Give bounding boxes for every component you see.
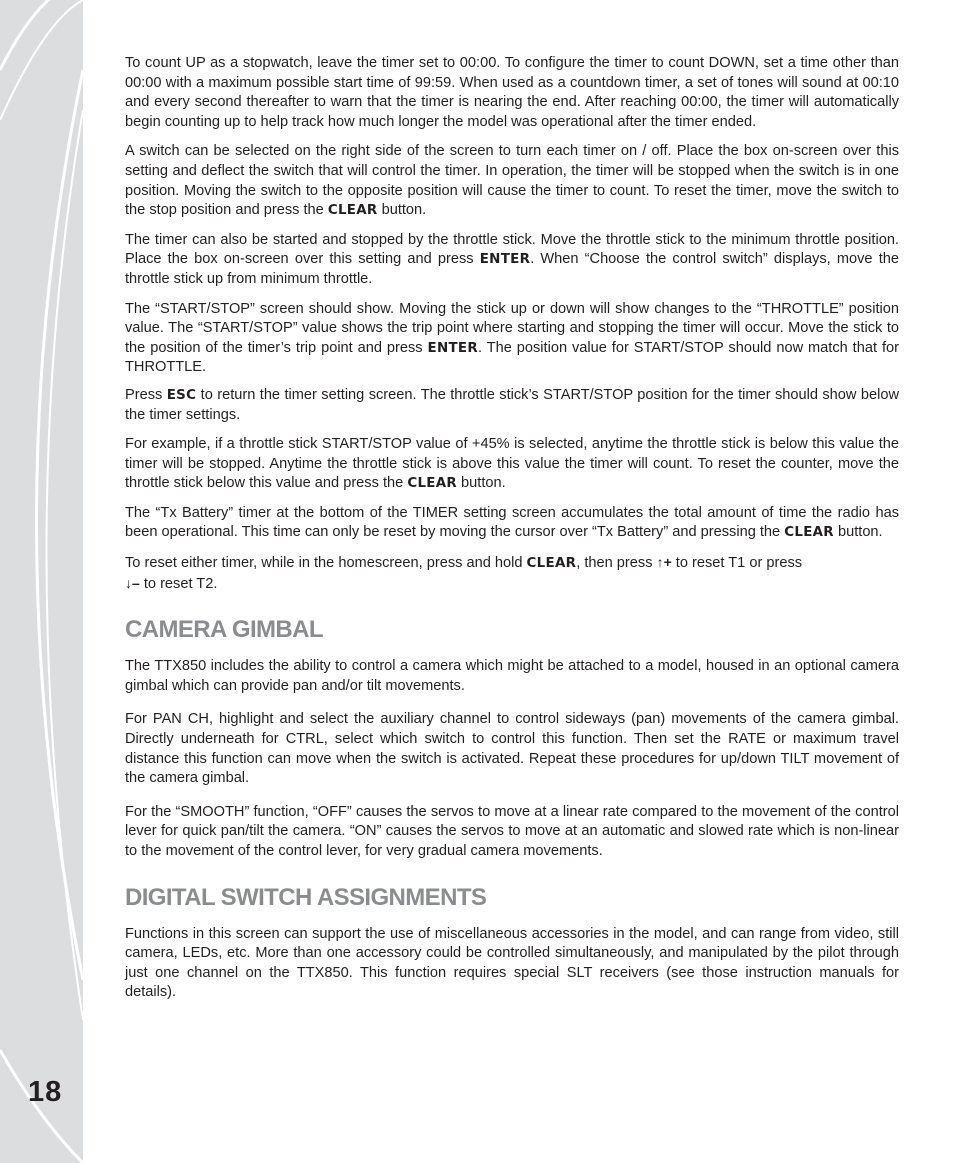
key-esc: ESC	[166, 387, 197, 403]
plus-symbol: +	[663, 554, 672, 571]
key-clear: CLEAR	[784, 525, 834, 541]
paragraph-camera-intro: The TTX850 includes the ability to control a camera which might be attached to a model, housed in an optional camera gimbal which can provide pan and/or tilt movements.	[125, 658, 899, 694]
paragraph-example	[123, 435, 899, 494]
key-clear: CLEAR	[327, 203, 378, 219]
paragraph-timer-switch	[123, 142, 899, 220]
key-enter: ENTER	[427, 340, 478, 356]
key-clear: CLEAR	[526, 556, 577, 572]
text: to reset T1 or press	[671, 555, 803, 572]
minus-symbol: –	[132, 574, 140, 591]
paragraph-pan-ch: For PAN CH, highlight and select the auxiliary channel to control sideways (pan) movements of the camera gimbal. Directly underneath for CTRL, select which switch to control this function. Then set the RATE or maximum travel distance this function can move when the switch is activated. Repeat these procedures for up/down TILT movement of the camera gimbal.	[125, 711, 899, 787]
text: button.	[377, 202, 427, 219]
paragraph-press-esc	[123, 386, 899, 425]
text: . When “Choose the control switch” displays, move the throttle stick up from minimum throttle.	[125, 251, 899, 287]
page-number: 18	[28, 1076, 63, 1108]
text: , then press	[576, 555, 653, 572]
text: For example, if a throttle stick START/STOP value of +45% is selected, anytime the throttle stick is below this value the timer will be stopped. Anytime the throttle stick is above this value the timer will count. To reset the counter, move the throttle stick below this value and press the	[125, 436, 899, 492]
paragraph-digital-switch: Functions in this screen can support the use of miscellaneous accessories in the model, and can range from video, still camera, LEDs, etc. More than one accessory could be controlled simultaneously, and manipulated by the pilot through just one channel on the TTX850. This function requires special SLT receivers (see those instruction manuals for details).	[125, 925, 899, 1001]
text: The “START/STOP” screen should show. Moving the stick up or down will show changes to the “THROTTLE” position value. The “START/STOP” value shows the trip point where starting and stopping the timer will occur. Move the stick to the position of the timer’s trip point and press	[125, 300, 899, 356]
text: to reset T2.	[139, 575, 218, 592]
text: button.	[457, 475, 506, 492]
sidebar-arc-decoration	[0, 0, 83, 1163]
paragraph-start-stop	[123, 300, 899, 378]
paragraph-tx-battery	[123, 504, 899, 543]
text: button.	[833, 524, 883, 541]
decorative-sidebar	[0, 0, 83, 1163]
key-enter: ENTER	[479, 252, 531, 268]
text: The “Tx Battery” timer at the bottom of the TIMER setting screen accumulates the total amount of time the radio has been operational. This time can only be reset by moving the cursor over “Tx Battery” and pressing the	[125, 504, 899, 541]
paragraph-stopwatch: To count UP as a stopwatch, leave the timer set to 00:00. To configure the timer to count DOWN, set a time other than 00:00 with a maximum possible start time of 99:59. When used as a countdown timer, a set of tones will sound at 00:10 and every second thereafter to warn that the timer is nearing the end. After reaching 00:00, the timer will automatically begin counting up to help track how much longer the model was operational after the timer ended.	[125, 55, 899, 130]
page-content	[123, 54, 899, 1013]
key-clear: CLEAR	[407, 476, 457, 492]
text: Press	[125, 386, 163, 403]
paragraph-throttle-stick	[123, 231, 899, 290]
paragraph-reset-timers	[123, 553, 899, 594]
heading-camera-gimbal: CAMERA GIMBAL	[125, 616, 323, 644]
text: To reset either timer, while in the homescreen, press and hold	[125, 555, 523, 572]
up-arrow-icon: ↑	[656, 554, 664, 571]
text: The timer can also be started and stopped by the throttle stick. Move the throttle stick to the minimum throttle position. Place the box on-screen over this setting and press	[125, 231, 899, 268]
paragraph-smooth: For the “SMOOTH” function, “OFF” causes the servos to move at a linear rate compared to the movement of the control lever for quick pan/tilt the camera. “ON” causes the servos to move at an automatic and slowed rate which is non-linear to the movement of the control lever, for very gradual camera movements.	[125, 803, 899, 859]
text: . The position value for START/STOP should now match that for THROTTLE.	[125, 339, 899, 376]
text: to return the timer setting screen. The throttle stick’s START/STOP position for the timer should show below the timer settings.	[125, 386, 899, 423]
heading-digital-switch: DIGITAL SWITCH ASSIGNMENTS	[125, 883, 487, 911]
text: A switch can be selected on the right side of the screen to turn each timer on / off. Place the box on-screen over this setting and deflect the switch that will control the timer. In operation, the timer will be stopped when the switch is in one position. Moving the switch to the opposite position will cause the timer to count. To reset the timer, move the switch to the stop position and press the	[125, 143, 899, 219]
down-arrow-icon: ↓	[125, 574, 132, 591]
